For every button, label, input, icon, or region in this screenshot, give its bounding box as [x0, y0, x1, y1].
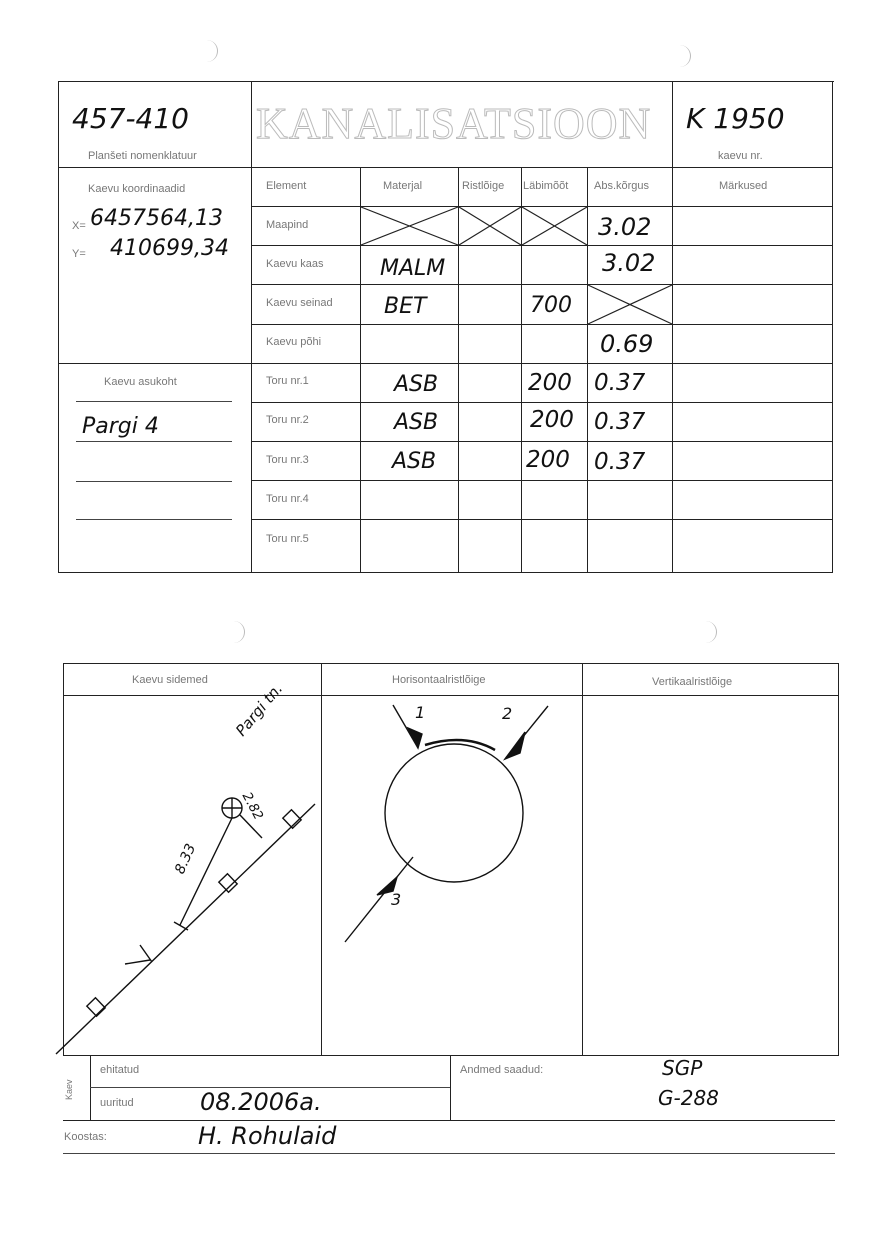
coord-y-value: 410699,34 [110, 236, 229, 261]
well-number-value: K 1950 [686, 102, 785, 135]
row-material: MALM [380, 256, 446, 281]
row-abs-height: 0.37 [594, 409, 646, 435]
sketch-street-label: Pargi tn. [232, 679, 287, 740]
row-element: Toru nr.2 [266, 414, 309, 426]
row-abs-height: 3.02 [602, 249, 656, 277]
footer-side-label: Kaev [64, 1079, 74, 1100]
pipe-label-1: 1 [415, 703, 426, 722]
row-material: ASB [392, 449, 437, 474]
location-label: Kaevu asukoht [104, 376, 177, 388]
compiled-label: Koostas: [64, 1131, 107, 1143]
row-element: Toru nr.1 [266, 375, 309, 387]
row-material: BET [384, 294, 427, 319]
section-title-vertical: Vertikaalristlõige [652, 676, 733, 688]
col-header-abs-height: Abs.kõrgus [594, 180, 650, 192]
row-diameter: 200 [528, 370, 572, 396]
row-element: Kaevu kaas [266, 258, 324, 270]
form-title: KANALISATSIOON [256, 99, 652, 148]
well-number-label: kaevu nr. [718, 150, 763, 162]
nomenclature-label: Planšeti nomenklatuur [88, 150, 197, 162]
coords-label: Kaevu koordinaadid [88, 183, 186, 195]
col-header-notes: Märkused [719, 180, 768, 192]
row-element: Toru nr.4 [266, 493, 309, 505]
nomenclature-value: 457-410 [72, 102, 189, 135]
compiled-value: H. Rohulaid [198, 1122, 337, 1150]
col-header-element: Element [266, 180, 307, 192]
row-diameter: 200 [526, 447, 570, 473]
location-value: Pargi 4 [82, 414, 159, 439]
row-diameter: 200 [530, 407, 574, 433]
section-title-horizontal: Horisontaalristlõige [392, 674, 486, 686]
row-element: Maapind [266, 219, 309, 231]
built-label: ehitatud [100, 1064, 140, 1076]
col-header-diameter: Läbimõõt [523, 180, 569, 192]
row-element: Toru nr.3 [266, 454, 309, 466]
sketch-distance: 8.33 [172, 841, 200, 877]
pipe-label-3: 3 [391, 890, 402, 909]
col-header-material: Materjal [383, 180, 423, 192]
row-abs-height: 0.37 [594, 449, 646, 475]
section-title-connections: Kaevu sidemed [132, 674, 208, 686]
row-abs-height: 3.02 [598, 213, 652, 241]
data-source-label: Andmed saadud: [460, 1064, 544, 1076]
data-source-value-2: G-288 [658, 1086, 719, 1110]
coord-y-prefix: Y= [72, 248, 86, 260]
row-element: Kaevu seinad [266, 297, 333, 309]
pipe-label-2: 2 [502, 704, 513, 723]
row-material: ASB [394, 410, 439, 435]
coord-x-prefix: X= [72, 220, 86, 232]
surveyed-label: uuritud [100, 1097, 134, 1109]
row-abs-height: 0.69 [600, 330, 654, 358]
row-element: Kaevu põhi [266, 336, 322, 348]
col-header-cross-section: Ristlõige [462, 180, 505, 192]
surveyed-date: 08.2006a. [200, 1088, 322, 1116]
row-diameter: 700 [530, 293, 572, 318]
sketch-side-mark: 2.82 [238, 790, 266, 823]
row-material: ASB [394, 372, 439, 397]
row-abs-height: 0.37 [594, 370, 646, 396]
row-element: Toru nr.5 [266, 533, 309, 545]
coord-x-value: 6457564,13 [90, 206, 223, 231]
data-source-value-1: SGP [662, 1056, 703, 1080]
